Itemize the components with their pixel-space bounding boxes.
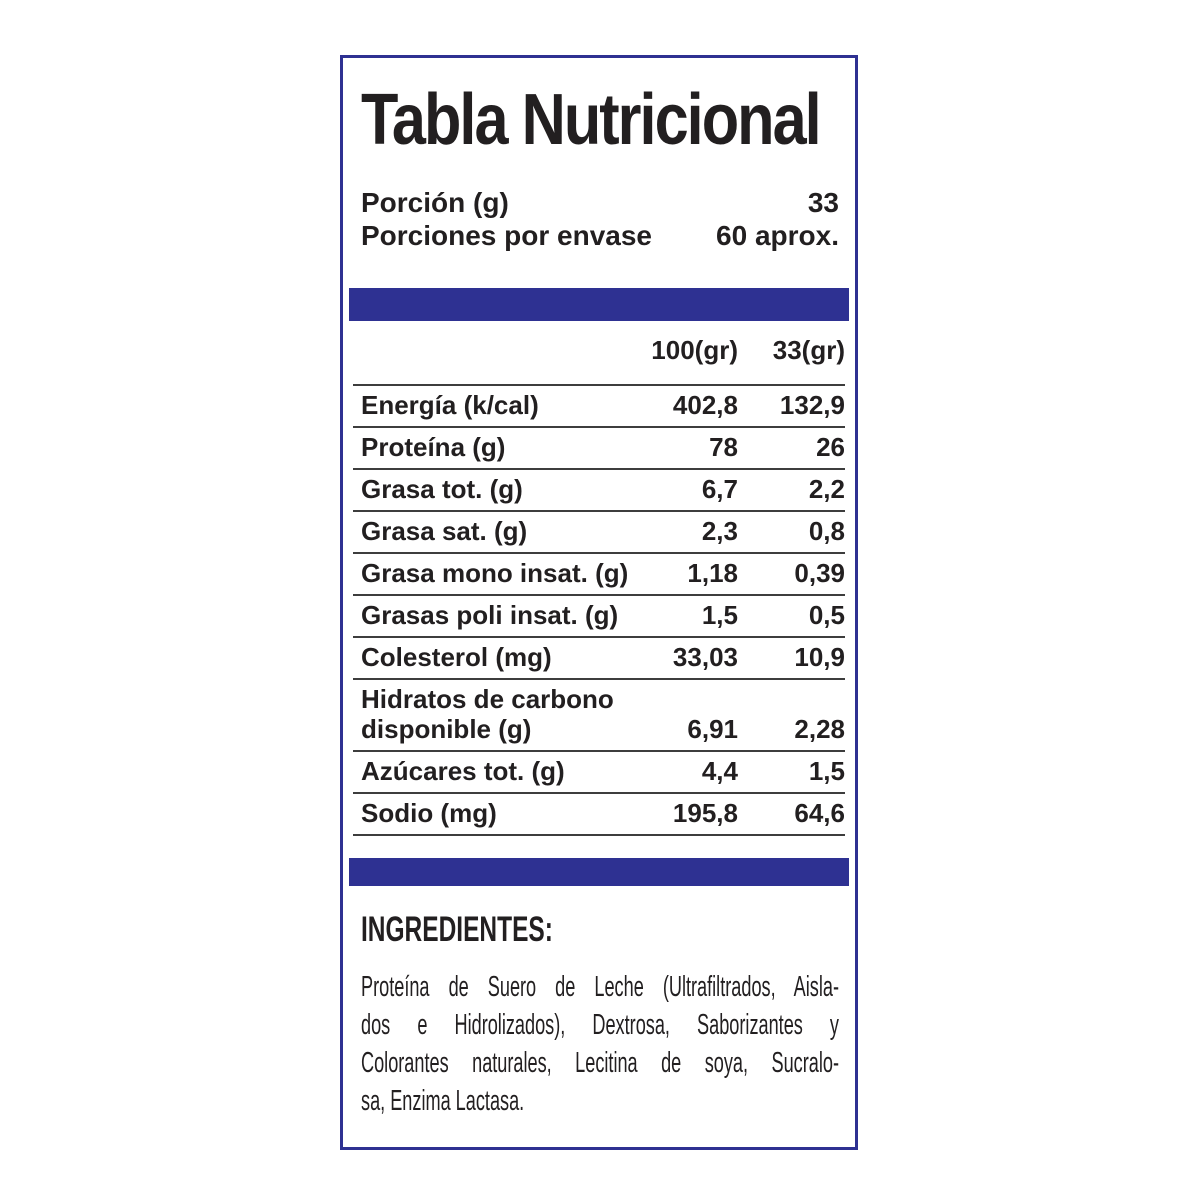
table-row — [353, 386, 845, 428]
ingredients-line: sa, Enzima Lactasa. — [361, 1085, 525, 1117]
nutrient-name: Grasas poli insat. (g) — [361, 600, 619, 630]
nutrient-value-33g: 2,28 — [794, 714, 845, 744]
nutrient-value-33g: 64,6 — [794, 798, 845, 828]
serving-info-value: 33 — [807, 187, 839, 218]
nutrient-value-33g: 2,2 — [808, 474, 845, 504]
column-header-33g: 33(gr) — [772, 335, 845, 365]
serving-info-label: Porción (g) — [361, 187, 509, 218]
serving-info-block — [361, 186, 839, 252]
table-row — [353, 680, 845, 752]
serving-info-row — [361, 219, 839, 252]
nutrient-name: Energía (k/cal) — [361, 390, 539, 420]
nutrient-value-100g: 78 — [709, 432, 738, 462]
nutrient-value-33g: 0,5 — [808, 600, 845, 630]
nutrient-value-33g: 10,9 — [794, 642, 845, 672]
table-header-row — [353, 321, 845, 386]
nutrient-name: Grasa tot. (g) — [361, 474, 523, 504]
serving-info-label: Porciones por envase — [361, 220, 653, 251]
ingredients-heading: INGREDIENTES: — [361, 910, 553, 949]
nutrient-name: Hidratos de carbono disponible (g) — [361, 684, 614, 744]
table-body — [353, 386, 845, 836]
table-row — [353, 428, 845, 470]
table-row — [353, 512, 845, 554]
table-row — [353, 638, 845, 680]
table-row — [353, 470, 845, 512]
nutrient-value-100g: 6,7 — [701, 474, 738, 504]
ingredients-section — [353, 886, 845, 1120]
nutrient-name: Azúcares tot. (g) — [361, 756, 565, 786]
serving-info-value: 60 aprox. — [716, 220, 839, 251]
divider-bar-bottom — [349, 858, 849, 886]
ingredients-line: dos e Hidrolizados), Dextrosa, Saborizantes y — [361, 1009, 839, 1041]
nutrient-name: Colesterol (mg) — [361, 642, 552, 672]
nutrition-label-panel — [340, 55, 858, 1150]
table-row — [353, 554, 845, 596]
column-header-100g: 100(gr) — [651, 335, 738, 365]
ingredients-line: Proteína de Suero de Leche (Ultrafiltrados, Aisla- — [361, 971, 839, 1003]
nutrition-table — [353, 321, 845, 836]
nutrient-value-100g: 33,03 — [672, 642, 738, 672]
nutrient-value-33g: 0,8 — [808, 516, 845, 546]
nutrient-value-100g: 195,8 — [672, 798, 738, 828]
nutrient-value-100g: 1,18 — [687, 558, 738, 588]
nutrient-value-100g: 6,91 — [687, 714, 738, 744]
divider-bar-top — [349, 288, 849, 321]
nutrient-name: Grasa sat. (g) — [361, 516, 528, 546]
nutrient-value-33g: 132,9 — [779, 390, 845, 420]
nutrient-name: Proteína (g) — [361, 432, 506, 462]
nutrient-name: Sodio (mg) — [361, 798, 497, 828]
nutrient-value-100g: 4,4 — [701, 756, 738, 786]
nutrient-value-33g: 0,39 — [794, 558, 845, 588]
serving-info-row — [361, 186, 839, 219]
nutrient-value-33g: 26 — [816, 432, 845, 462]
ingredients-text — [361, 968, 839, 1120]
table-row — [353, 596, 845, 638]
nutrient-value-33g: 1,5 — [808, 756, 845, 786]
nutrient-value-100g: 1,5 — [701, 600, 738, 630]
table-row — [353, 794, 845, 836]
nutrient-value-100g: 2,3 — [701, 516, 738, 546]
label-title: Tabla Nutricional — [361, 80, 820, 160]
ingredients-line: Colorantes naturales, Lecitina de soya, Sucralo- — [361, 1047, 839, 1079]
table-row — [353, 752, 845, 794]
nutrient-name: Grasa mono insat. (g) — [361, 558, 629, 588]
nutrient-value-100g: 402,8 — [672, 390, 738, 420]
